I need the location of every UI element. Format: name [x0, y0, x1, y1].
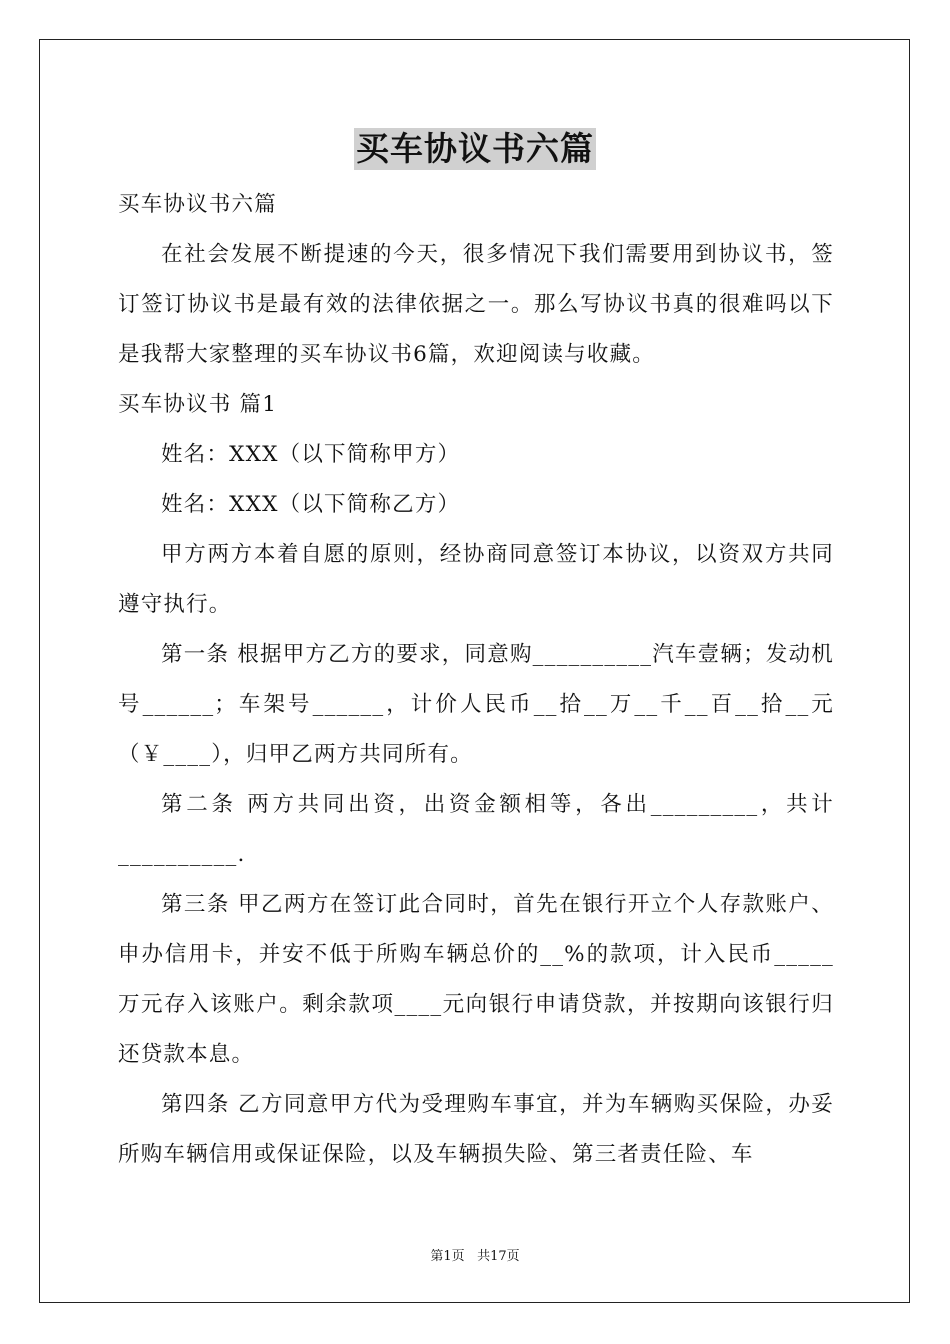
paragraph: 第一条 根据甲方乙方的要求，同意购__________汽车壹辆；发动机号______；车架号______，计价人民币__拾__万__千__百__拾__元（￥____），归甲乙两方共同所有。 — [118, 642, 834, 767]
paragraph: 买车协议书 篇1 — [118, 392, 278, 417]
document-body — [118, 180, 834, 1180]
document-title: 买车协议书六篇 — [356, 129, 594, 168]
paragraph: 第三条 甲乙两方在签订此合同时，首先在银行开立个人存款账户、申办信用卡，并安不低于所购车辆总价的__%的款项，计入民币_____万元存入该账户。剩余款项____元向银行申请贷款，并按期向该银行归还贷款本息。 — [118, 892, 834, 1067]
paragraph: 在社会发展不断提速的今天，很多情况下我们需要用到协议书，签订签订协议书是最有效的法律依据之一。那么写协议书真的很难吗以下是我帮大家整理的买车协议书6篇，欢迎阅读与收藏。 — [118, 242, 834, 367]
title-container — [0, 128, 950, 170]
paragraph: 甲方两方本着自愿的原则，经协商同意签订本协议，以资双方共同遵守执行。 — [118, 542, 834, 617]
paragraph: 第四条 乙方同意甲方代为受理购车事宜，并为车辆购买保险，办妥所购车辆信用或保证保险，以及车辆损失险、第三者责任险、车 — [118, 1092, 834, 1167]
page-number: 第1页 — [430, 1249, 465, 1264]
page-total: 共17页 — [477, 1249, 520, 1264]
page-footer — [0, 1245, 950, 1264]
paragraph: 买车协议书六篇 — [118, 192, 277, 217]
paragraph: 第二条 两方共同出资，出资金额相等，各出_________，共计__________. — [118, 792, 834, 867]
paragraph: 姓名：XXX（以下简称乙方） — [161, 492, 461, 517]
paragraph: 姓名：XXX（以下简称甲方） — [161, 442, 461, 467]
